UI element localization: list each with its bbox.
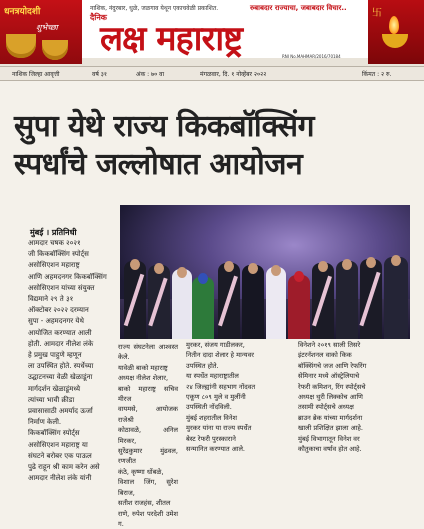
masthead <box>0 0 424 66</box>
article-line: आणि अहमदनगर किकबॉक्सिंग <box>28 272 112 283</box>
article-line: हे प्रमुख पाहुणे म्हणून <box>28 350 112 361</box>
person <box>242 265 264 339</box>
ad-title: धनत्रयोदशी <box>4 4 40 17</box>
diya-ad <box>368 0 424 64</box>
gold-pot-icon <box>42 40 68 60</box>
headline-line-1: सुपा येथे राज्य किकबॉक्सिंग <box>14 108 414 146</box>
price: किंमत : २ रु. <box>362 70 392 78</box>
person <box>384 257 408 339</box>
registration-number: RNI No.MAHMAR/2016/70184 <box>282 54 341 59</box>
year: वर्ष ३१ <box>92 70 107 78</box>
article-line: सुपा - अहमदनगर येथे <box>28 316 112 327</box>
article-line: उपस्थिती नोंदविली. <box>186 402 292 412</box>
article-line: राणे, रुपेश परदेशी उमेश ग. <box>118 509 178 529</box>
person <box>172 269 192 339</box>
article-line: उद्घाटनच्या वेळी खेळाडूंना <box>28 372 112 383</box>
article-line: आमदार चषक २०२१ <box>28 238 112 249</box>
article-column-2 <box>118 342 178 529</box>
head <box>177 267 187 278</box>
gold-pot-icon <box>6 34 36 58</box>
ad-subtitle: शुभेच्छा <box>36 22 58 33</box>
boxer-green <box>192 277 214 339</box>
head <box>318 261 328 272</box>
article-line: असोसिएशन महाराष्ट्र <box>28 260 112 271</box>
head <box>130 259 140 270</box>
article-line: नितीन दादा शेलार हे मान्यवर <box>186 350 292 360</box>
slogan: रुबाबदार राज्याचा, जबाबदार विचार.. <box>250 4 347 13</box>
article-line: एकूण ८०९ मुले व मुलींनी <box>186 392 292 402</box>
article-line: मुरकर यांना या राज्य स्पर्धेत <box>186 423 292 433</box>
article-line: विनेशने २०१९ साली तिसरे <box>298 340 408 350</box>
article-line: त्यांच्या भावी क्रीडा <box>28 395 112 406</box>
article-line: आयोजित करण्यात आली <box>28 328 112 339</box>
article-line: बेस्ट रेफरी पुरस्काराने <box>186 434 292 444</box>
article-line: अध्यक्ष नीलेश शेलार, <box>118 373 178 383</box>
article-line: मुंबई शहरातील विनेश <box>186 413 292 423</box>
swastik-icon: 卐 <box>372 4 382 19</box>
article-line: वायमसे, आयोजक राजेश्री <box>118 404 178 425</box>
head <box>271 265 281 276</box>
article-line: कोठावळे, अनिल मिरकर, <box>118 425 178 446</box>
head <box>224 261 234 272</box>
edition-info-bar <box>0 66 424 81</box>
dateline: मुंबई । प्रतिनिधी <box>30 227 77 238</box>
article-line: आमदार नीलेश लंके यांनी <box>28 473 112 484</box>
dhanteras-ad <box>0 0 82 64</box>
head <box>154 263 164 274</box>
article-line: सतीश राजहंस, शीतल <box>118 498 178 508</box>
issue: अंक : ७० वा <box>136 70 164 78</box>
article-line: कंठे, कृष्णा धोंबळे, <box>118 467 178 477</box>
article-line: इंटरनॅशनल वाको किक <box>298 350 408 360</box>
article-line: विद्यमाने २९ ते ३१ <box>28 294 112 305</box>
article-line: संघटने बरोबर एक पाऊल <box>28 451 112 462</box>
flame-icon <box>389 16 399 34</box>
edition: नाशिक जिल्हा आवृत्ती <box>12 70 59 78</box>
article-line: सन्मानित करण्यात आले. <box>186 444 292 454</box>
person <box>336 261 358 339</box>
tagline: नाशिक, नंदुरबार, धुळे, जळगाव येथून एकाचवेळी प्रकाशित. <box>90 4 218 12</box>
head <box>342 259 352 270</box>
date: मंगळवार, दि. १ नोव्हेंबर २०२२ <box>200 70 266 78</box>
article-line: असोसिएशन महाराष्ट्र या <box>28 440 112 451</box>
article-line: प्रवासासाठी अमर्याद ऊर्जा <box>28 406 112 417</box>
article-line: मुंबई विभागातून विनेश वर <box>298 434 408 444</box>
article-line: सेमिनार मध्ये ऑस्ट्रेलियाचे <box>298 371 408 381</box>
head <box>248 263 258 274</box>
article-line: मार्गदर्शन खेळाडूंमध्ये <box>28 384 112 395</box>
helmet <box>198 273 208 284</box>
article-line: निर्माण केली. <box>28 417 112 428</box>
article-line: राज्य संघटनेला आश्वस्त केले. <box>118 342 178 363</box>
article-line: ब्राउन ब्रेक यांच्या मार्गदर्शना <box>298 413 408 423</box>
article-line: बॉक्सिंगचे जज आणि रेफरिंग <box>298 361 408 371</box>
head <box>391 255 401 266</box>
headline-line-2: स्पर्धांचे जल्लोषात आयोजन <box>14 146 414 184</box>
person <box>266 267 286 339</box>
article-line: या स्पर्धेत महाराष्ट्रातील <box>186 371 292 381</box>
article-line: किकबॉक्सिंग स्पोर्ट्स <box>28 428 112 439</box>
article-line: अध्यक्ष थुरी लिक्कोच आणि <box>298 392 408 402</box>
article-line: यावेळी बाको महाराष्ट्र <box>118 363 178 373</box>
article-line: पुढे राहून श्री काम करेन असे <box>28 462 112 473</box>
newspaper-title: लक्ष महाराष्ट्र <box>100 14 242 60</box>
article-line: कौतुकाचा वर्षाव होत आहे. <box>298 444 408 454</box>
article-line: उपस्थित होते. <box>186 361 292 371</box>
dainik-label: दैनिक <box>90 12 107 23</box>
article-line: असोसिएशन यांच्या संयुक्त <box>28 283 112 294</box>
helmet <box>294 271 304 282</box>
article-line: रेफरी कमिशन, रिंग स्पोर्ट्सचे <box>298 382 408 392</box>
article-line: ऑक्टोबर २०२२ दरम्यान <box>28 305 112 316</box>
diya-icon <box>382 34 408 48</box>
article-line: ला उपस्थित होते. स्पर्धेच्या <box>28 361 112 372</box>
boxer-red <box>288 275 310 339</box>
article-line: विशाल जिंग, सुरेश बिराज, <box>118 477 178 498</box>
article-column-3 <box>186 340 292 454</box>
article-column-4 <box>298 340 408 454</box>
article-line: होती. आमदार नीलेश लंके <box>28 339 112 350</box>
article-line: बाको महाराष्ट्र सचिव मीरज <box>118 384 178 405</box>
article-line: मुरकर, संजय गाडीलकर, <box>186 340 292 350</box>
article-line: २४ जिल्ह्यांनी सहभाग नोंदवत <box>186 382 292 392</box>
article-line: सुरेंद्रकुमार मुंढवल, रणजीत <box>118 446 178 467</box>
article-columns-3-4 <box>186 340 406 464</box>
article-line: जी किकबॉक्सिंग स्पोर्ट्स <box>28 249 112 260</box>
article-line: तसामी स्पोर्ट्सचे अध्यक्ष <box>298 402 408 412</box>
article-column-1 <box>28 238 112 484</box>
head <box>366 257 376 268</box>
article-line: खाली प्रशिक्षित झाला आहे. <box>298 423 408 433</box>
event-photo <box>120 205 410 339</box>
